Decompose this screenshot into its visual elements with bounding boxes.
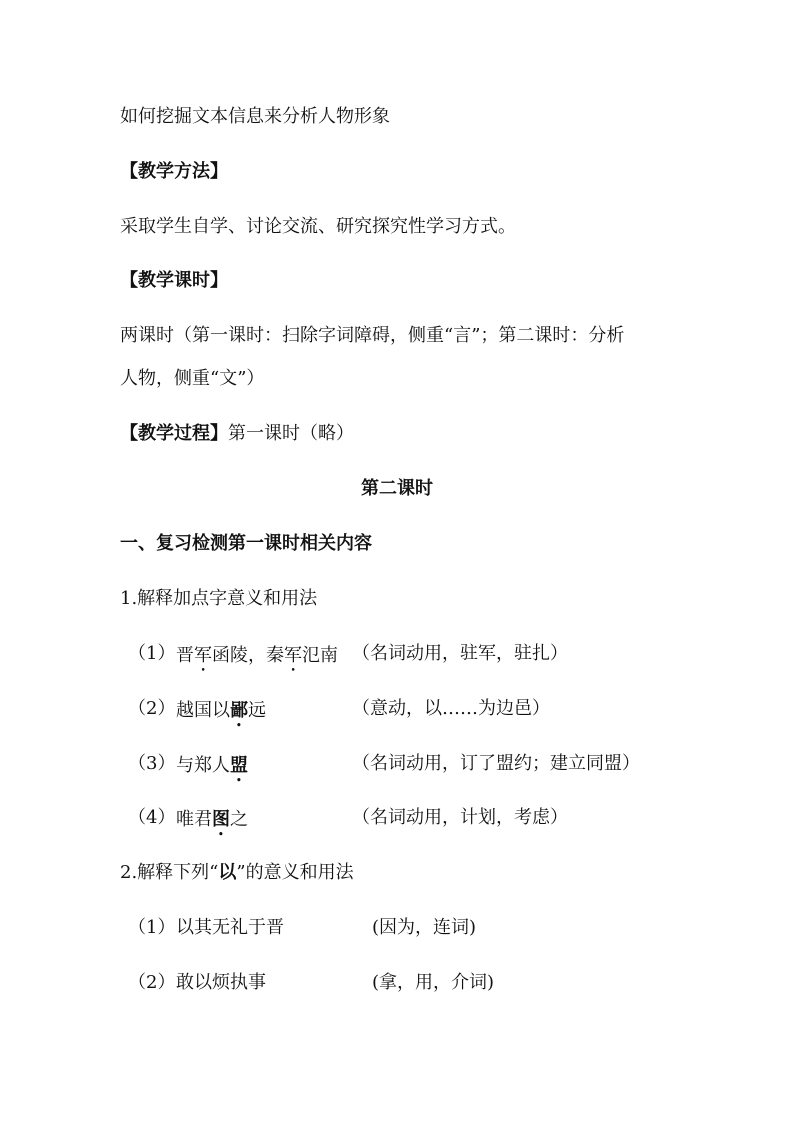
q2-heading: 2.解释下列“以”的意义和用法 [120, 862, 354, 883]
item-sentence: 敢以烦执事 [176, 972, 266, 993]
lesson2-title: 第二课时 [361, 478, 433, 499]
item-number: （2） [128, 972, 176, 993]
method-heading: 【教学方法】 [120, 161, 228, 182]
q1-item-4 [128, 809, 688, 829]
q2-item-2 [128, 974, 688, 994]
item-note: （名词动用，驻军，驻扎） [352, 643, 568, 664]
q1-item-3 [128, 755, 688, 775]
process-line [120, 425, 354, 443]
q2-key-char: 以 [218, 862, 237, 883]
item-note: （名词动用，计划，考虑） [352, 807, 568, 828]
method-text: 采取学生自学、讨论交流、研究探究性学习方式。 [120, 216, 516, 237]
q1-heading: 1.解释加点字意义和用法 [120, 588, 318, 609]
hours-heading: 【教学课时】 [120, 270, 228, 291]
hours-text-line-2: 人物，侧重“文”） [120, 368, 265, 389]
q1-item-2 [128, 700, 688, 720]
process-heading: 【教学过程】 [120, 423, 228, 444]
item-sentence: 唯君图之 [176, 809, 248, 830]
item-sentence: 以其无礼于晋 [176, 917, 284, 938]
item-sentence: 与郑人盟 [176, 755, 248, 776]
q1-item-1 [128, 645, 688, 665]
process-text: 第一课时（略） [228, 423, 354, 444]
item-number: （4） [128, 807, 176, 828]
item-number: （1） [128, 917, 176, 938]
item-note: （名词动用，订了盟约；建立同盟） [352, 753, 640, 774]
item-sentence: 晋军函陵，秦军氾南 [176, 645, 338, 666]
item-note: （意动，以……为边邑） [352, 698, 550, 719]
intro-text: 如何挖掘文本信息来分析人物形象 [120, 106, 390, 127]
item-number: （2） [128, 698, 176, 719]
item-number: （1） [128, 643, 176, 664]
item-note: (因为，连词) [372, 917, 477, 938]
item-note: (拿，用，介词) [372, 972, 495, 993]
section1-heading: 一、复习检测第一课时相关内容 [120, 533, 372, 554]
item-sentence: 越国以鄙远 [176, 700, 266, 721]
hours-text-line-1: 两课时（第一课时：扫除字词障碍，侧重“言”；第二课时：分析 [120, 325, 625, 346]
q2-item-1 [128, 919, 688, 939]
item-number: （3） [128, 753, 176, 774]
